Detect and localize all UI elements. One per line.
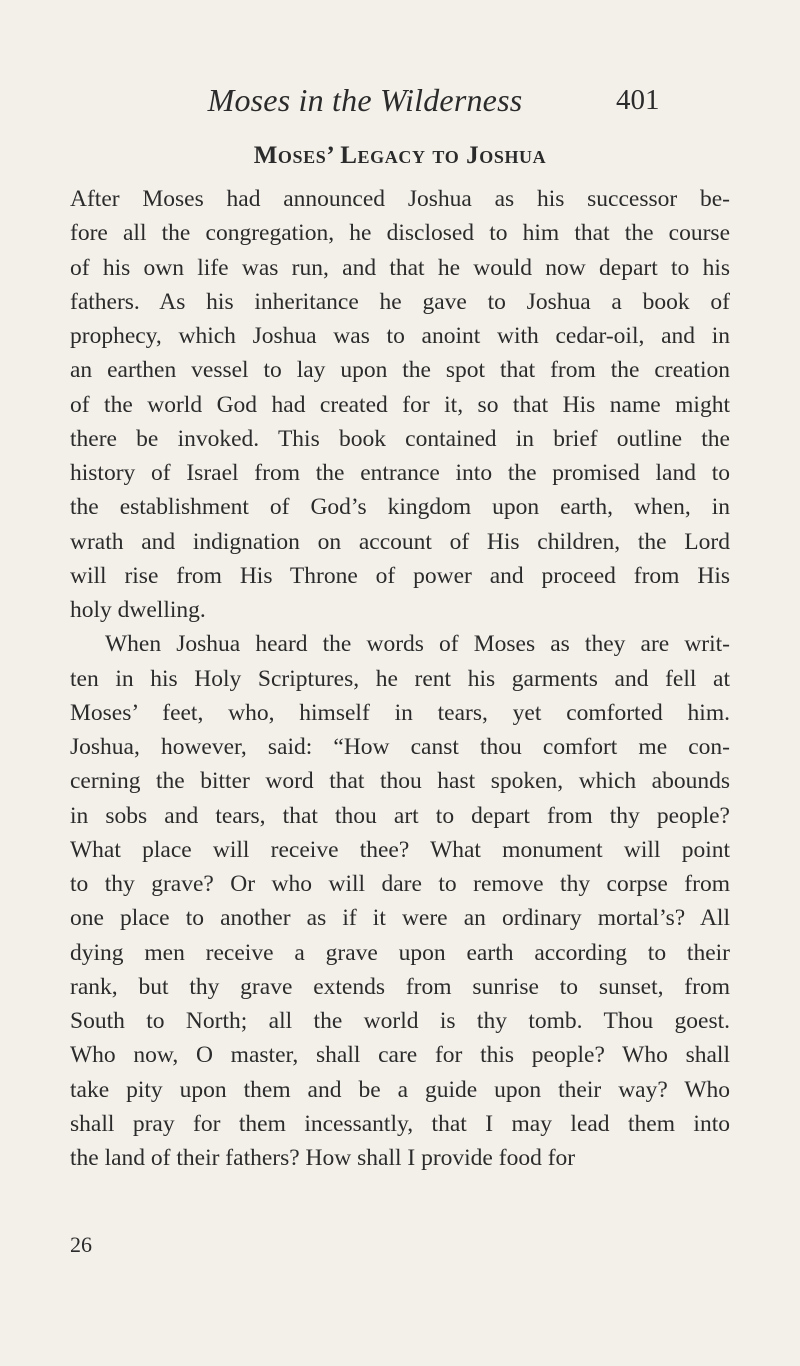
text-line: South to North; all the world is thy tomb. Thou goest.: [70, 1008, 730, 1034]
paragraph: [70, 627, 730, 1175]
text-line: dying men receive a grave upon earth according to their: [70, 939, 730, 966]
text-line: to thy grave? Or who will dare to remove thy corpse from: [70, 871, 730, 897]
paragraph: [70, 182, 730, 627]
running-title: Moses in the Wilderness: [207, 82, 523, 118]
text-line: an earthen vessel to lay upon the spot that from the creation: [70, 357, 730, 384]
text-line: ten in his Holy Scriptures, he rent his garments and fell at: [70, 665, 730, 692]
signature-mark: 26: [70, 1232, 92, 1257]
text-line: What place will receive thee? What monument will point: [70, 836, 730, 863]
section-heading: Moses’ Legacy to Joshua: [253, 142, 547, 169]
text-line: of the world God had created for it, so that His name might: [70, 391, 730, 418]
text-line: wrath and indignation on account of His children, the Lord: [70, 528, 730, 555]
page-number: 401: [616, 84, 660, 116]
text-line: one place to another as if it were an ordinary mortal’s? All: [70, 905, 730, 932]
text-line: will rise from His Throne of power and proceed from His: [70, 562, 730, 589]
text-line: take pity upon them and be a guide upon their way? Who: [70, 1076, 730, 1103]
text-line: prophecy, which Joshua was to anoint with cedar-oil, and in: [70, 323, 730, 349]
text-line: shall pray for them incessantly, that I may lead them into: [70, 1110, 730, 1137]
text-line: the establishment of God’s kingdom upon earth, when, in: [70, 494, 730, 521]
text-line: holy dwelling.: [70, 597, 206, 623]
text-line: cerning the bitter word that thou hast spoken, which abounds: [70, 768, 730, 795]
text-line: fathers. As his inheritance he gave to Joshua a book of: [70, 288, 730, 315]
body-text: [70, 182, 730, 1175]
text-line: When Joshua heard the words of Moses as they are writ-: [105, 631, 730, 658]
text-line: there be invoked. This book contained in brief outline the: [70, 425, 730, 452]
text-line: Who now, O master, shall care for this people? Who shall: [70, 1042, 730, 1069]
text-line: Joshua, however, said: “How canst thou comfort me con-: [70, 734, 730, 760]
text-line: fore all the congregation, he disclosed to him that the course: [70, 220, 730, 247]
running-head: [200, 78, 700, 128]
text-line: the land of their fathers? How shall I provide food for: [70, 1145, 576, 1171]
text-line: Moses’ feet, who, himself in tears, yet comforted him.: [70, 699, 730, 726]
text-line: of his own life was run, and that he would now depart to his: [70, 254, 730, 281]
text-line: history of Israel from the entrance into the promised land to: [70, 460, 730, 486]
text-line: After Moses had announced Joshua as his successor be-: [70, 186, 730, 212]
text-line: in sobs and tears, that thou art to depart from thy people?: [70, 802, 730, 829]
text-line: rank, but thy grave extends from sunrise to sunset, from: [70, 973, 730, 1000]
